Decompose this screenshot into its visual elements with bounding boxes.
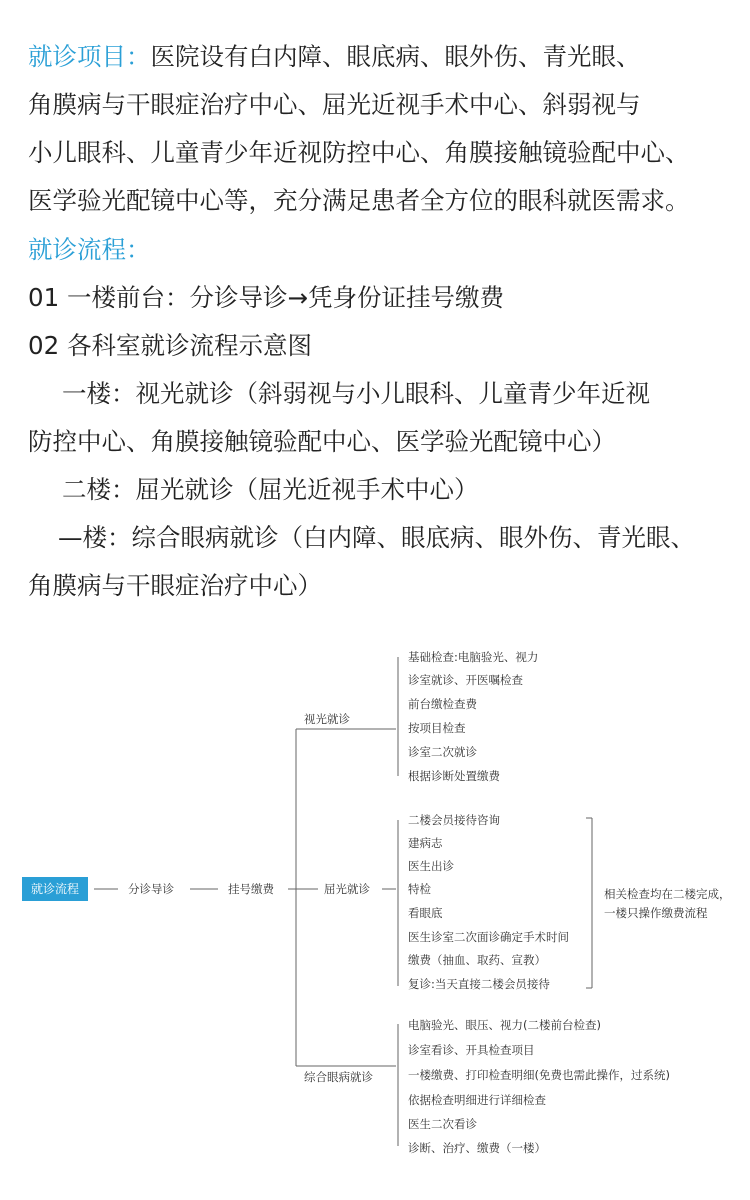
intro-line-1 (28, 33, 743, 81)
branch-1-label: 视光就诊 (304, 712, 350, 726)
branch-2-item: 看眼底 (408, 906, 443, 920)
branch-3-item: 电脑验光、眼压、视力(二楼前台检查) (408, 1018, 601, 1032)
branch-2-item: 特检 (408, 882, 431, 896)
branch-3-item: 诊断、治疗、缴费（一楼） (408, 1141, 546, 1155)
branch-2-label: 屈光就诊 (324, 882, 370, 896)
floor2-line: 二楼：屈光就诊（屈光近视手术中心） (62, 475, 479, 504)
process-step-2: 02 各科室就诊流程示意图 (28, 331, 312, 360)
branch-3-item: 诊室看诊、开具检查项目 (408, 1043, 535, 1057)
process-label: 就诊流程： (28, 235, 151, 264)
intro-line-3: 小儿眼科、儿童青少年近视防控中心、角膜接触镜验配中心、 (28, 138, 690, 167)
root-label: 就诊流程 (30, 882, 80, 896)
branch-1-item: 基础检查:电脑验光、视力 (408, 650, 539, 664)
floor3-line-2: 角膜病与干眼症治疗中心） (28, 571, 322, 600)
branch-3-item: 医生二次看诊 (408, 1117, 477, 1131)
flow-diagram (0, 630, 750, 1200)
note-line-1: 相关检查均在二楼完成， (604, 887, 731, 901)
branch-2-item: 二楼会员接待咨询 (408, 813, 500, 827)
intro-text-1: 医院设有白内障、眼底病、眼外伤、青光眼、 (150, 42, 641, 71)
branch-3-item: 一楼缴费、打印检查明细(免费也需此操作，过系统) (408, 1068, 670, 1082)
note-line-2: 一楼只操作缴费流程 (604, 906, 708, 920)
process-step-1: 01 一楼前台：分诊导诊→凭身份证挂号缴费 (28, 283, 504, 312)
branch-2-item: 复诊:当天直接二楼会员接待 (408, 977, 550, 991)
branch-2-item: 医生出诊 (408, 859, 454, 873)
intro-line-4: 医学验光配镜中心等，充分满足患者全方位的眼科就医需求。 (28, 186, 690, 215)
branch-2-item: 缴费（抽血、取药、宣教） (408, 953, 546, 967)
floor3-line-1: —楼：综合眼病就诊（白内障、眼底病、眼外伤、青光眼、 (58, 523, 695, 552)
floor1-line-1: 一楼：视光就诊（斜弱视与小儿眼科、儿童青少年近视 (62, 379, 650, 408)
branch-1-item: 诊室二次就诊 (408, 745, 477, 759)
step-a-label: 分诊导诊 (128, 882, 174, 896)
intro-line-2: 角膜病与干眼症治疗中心、屈光近视手术中心、斜弱视与 (28, 90, 641, 119)
branch-1-item: 根据诊断处置缴费 (408, 769, 500, 783)
branch-3-label: 综合眼病就诊 (304, 1070, 373, 1084)
branch-1-item: 前台缴检查费 (408, 697, 477, 711)
branch-3-item: 依据检查明细进行详细检查 (408, 1093, 546, 1107)
branch-1-item: 诊室就诊、开医嘱检查 (408, 673, 523, 687)
branch-2-item: 建病志 (408, 836, 443, 850)
intro-label: 就诊项目： (28, 42, 151, 71)
floor1-line-2: 防控中心、角膜接触镜验配中心、医学验光配镜中心） (28, 427, 616, 456)
step-b-label: 挂号缴费 (228, 882, 274, 896)
branch-2-item: 医生诊室二次面诊确定手术时间 (408, 930, 569, 944)
branch-1-item: 按项目检查 (408, 721, 466, 735)
